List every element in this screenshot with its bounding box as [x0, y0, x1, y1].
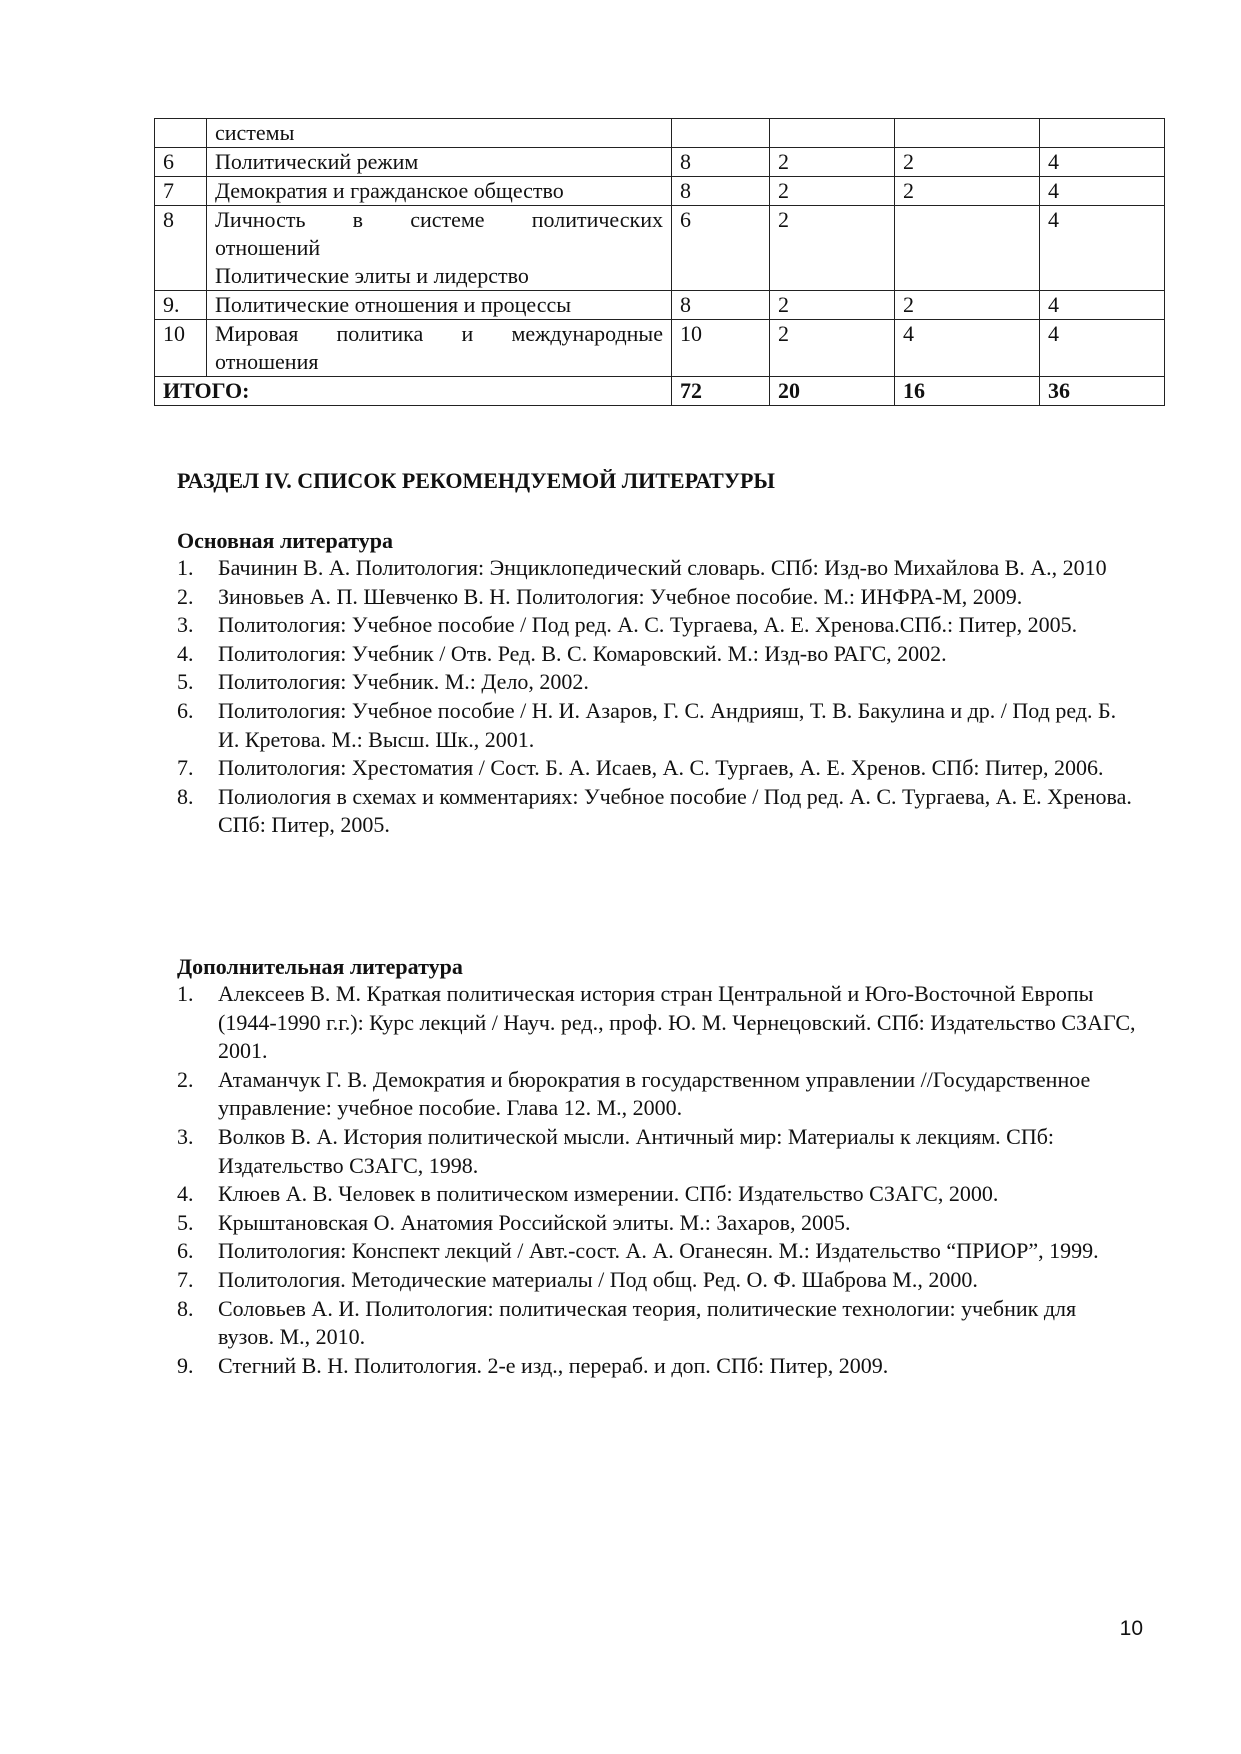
hours-lectures: 2	[770, 177, 895, 206]
list-item	[177, 1123, 1137, 1180]
item-text: Политология: Хрестоматия / Сост. Б. А. Исаев, А. С. Тургаев, А. Е. Хренов. СПб: Питер, 2006.	[218, 755, 1104, 781]
item-number: 6.	[177, 1238, 194, 1264]
list-item	[177, 554, 1137, 583]
item-text: Политология: Учебник. М.: Дело, 2002.	[218, 669, 589, 695]
hours-lectures: 2	[770, 206, 895, 291]
item-number: 9.	[177, 1352, 194, 1378]
page-number: 10	[1119, 1617, 1143, 1640]
topic-name: системы	[207, 119, 672, 148]
list-item	[177, 611, 1137, 640]
item-number: 2.	[177, 1066, 194, 1092]
list-item	[177, 583, 1137, 612]
table-row	[155, 119, 1165, 148]
hours-self-study: 4	[1040, 291, 1165, 320]
item-text: Полиология в схемах и комментариях: Учебное пособие / Под ред. А. С. Тургаева, А. Е. Хренова. СПб: Питер, 2005.	[218, 783, 1132, 838]
item-text: Соловьев А. И. Политология: политическая теория, политические технологии: учебник для вузов. М., 2010.	[218, 1295, 1077, 1350]
item-number: 4.	[177, 1181, 194, 1207]
item-text: Политология. Методические материалы / Под общ. Ред. О. Ф. Шаброва М., 2000.	[218, 1266, 978, 1292]
hours-lectures: 2	[770, 291, 895, 320]
hours-total	[672, 119, 770, 148]
item-number: 1.	[177, 555, 194, 580]
topic-name-line: отношения	[215, 349, 319, 374]
hours-seminars: 2	[895, 148, 1040, 177]
hours-lectures: 2	[770, 320, 895, 377]
item-number: 6.	[177, 697, 194, 723]
item-number: 4.	[177, 640, 194, 666]
topic-name	[207, 206, 672, 291]
topic-name-line: отношений	[215, 235, 321, 260]
list-item	[177, 754, 1137, 783]
hours-self-study	[1040, 119, 1165, 148]
item-text: Клюев А. В. Человек в политическом измерении. СПб: Издательство СЗАГС, 2000.	[218, 1181, 999, 1207]
list-item	[177, 783, 1137, 840]
hours-total: 8	[672, 148, 770, 177]
list-item	[177, 1237, 1137, 1266]
totals-self-study: 36	[1040, 377, 1165, 406]
topic-word: Мировая	[215, 321, 299, 346]
table-row	[155, 177, 1165, 206]
hours-total: 10	[672, 320, 770, 377]
item-text: Политология: Учебное пособие / Н. И. Азаров, Г. С. Андрияш, Т. В. Бакулина и др. / Под ред. Б. И. Кретова. М.: Высш. Шк., 2001.	[218, 697, 1117, 752]
main-literature-list	[177, 554, 1137, 840]
hours-self-study: 4	[1040, 177, 1165, 206]
totals-seminars: 16	[895, 377, 1040, 406]
topic-name-line	[215, 206, 663, 234]
hours-self-study: 4	[1040, 206, 1165, 291]
section-title: РАЗДЕЛ IV. СПИСОК РЕКОМЕНДУЕМОЙ ЛИТЕРАТУРЫ	[177, 468, 776, 493]
item-number: 2.	[177, 583, 194, 609]
hours-seminars: 2	[895, 177, 1040, 206]
item-number: 7.	[177, 755, 194, 781]
item-number: 5.	[177, 1209, 194, 1235]
extra-literature-heading: Дополнительная литература	[177, 954, 463, 979]
row-number: 9.	[155, 291, 207, 320]
totals-total: 72	[672, 377, 770, 406]
topic-name-line	[215, 320, 663, 348]
item-number: 5.	[177, 669, 194, 695]
extra-literature-list	[177, 980, 1137, 1380]
list-item	[177, 980, 1137, 1066]
list-item	[177, 1209, 1137, 1238]
item-text: Крыштановская О. Анатомия Российской элиты. М.: Захаров, 2005.	[218, 1209, 851, 1235]
item-text: Политология: Учебное пособие / Под ред. А. С. Тургаева, А. Е. Хренова.СПб.: Питер, 2005.	[218, 612, 1078, 638]
row-number	[155, 119, 207, 148]
item-text: Политология: Конспект лекций / Авт.-сост. А. А. Оганесян. М.: Издательство “ПРИОР”, 1999.	[218, 1238, 1099, 1264]
hours-seminars	[895, 119, 1040, 148]
topic-name-line: Политические элиты и лидерство	[215, 263, 529, 288]
totals-row	[155, 377, 1165, 406]
topic-word: системе	[410, 207, 485, 232]
list-item	[177, 1266, 1137, 1295]
topic-name	[207, 320, 672, 377]
item-number: 1.	[177, 981, 194, 1006]
item-number: 3.	[177, 612, 194, 638]
list-item	[177, 1295, 1137, 1352]
totals-label: ИТОГО:	[155, 377, 672, 406]
hours-table	[154, 118, 1165, 406]
table-row	[155, 320, 1165, 377]
hours-self-study: 4	[1040, 320, 1165, 377]
item-number: 8.	[177, 783, 194, 809]
topic-name: Политический режим	[207, 148, 672, 177]
list-item	[177, 668, 1137, 697]
row-number: 10	[155, 320, 207, 377]
table-row	[155, 148, 1165, 177]
item-number: 7.	[177, 1266, 194, 1292]
list-item	[177, 1352, 1137, 1381]
hours-seminars: 2	[895, 291, 1040, 320]
item-number: 3.	[177, 1123, 194, 1149]
row-number: 6	[155, 148, 207, 177]
hours-total: 8	[672, 177, 770, 206]
item-number: 8.	[177, 1295, 194, 1321]
list-item	[177, 1066, 1137, 1123]
item-text: Волков В. А. История политической мысли. Античный мир: Материалы к лекциям. СПб: Издательство СЗАГС, 1998.	[218, 1123, 1055, 1178]
item-text: Политология: Учебник / Отв. Ред. В. С. Комаровский. М.: Изд-во РАГС, 2002.	[218, 640, 947, 666]
table-row	[155, 291, 1165, 320]
topic-word: политика	[336, 321, 424, 346]
hours-seminars: 4	[895, 320, 1040, 377]
item-text: Бачинин В. А. Политология: Энциклопедический словарь. СПб: Изд-во Михайлова В. А., 2010	[218, 555, 1107, 580]
hours-lectures: 2	[770, 148, 895, 177]
topic-word: в	[352, 207, 364, 232]
row-number: 7	[155, 177, 207, 206]
hours-lectures	[770, 119, 895, 148]
hours-total: 8	[672, 291, 770, 320]
list-item	[177, 640, 1137, 669]
hours-total: 6	[672, 206, 770, 291]
hours-self-study: 4	[1040, 148, 1165, 177]
topic-word: политических	[531, 207, 663, 232]
item-text: Стегний В. Н. Политология. 2-е изд., перераб. и доп. СПб: Питер, 2009.	[218, 1352, 889, 1378]
main-literature-heading: Основная литература	[177, 528, 393, 553]
topic-word: международные	[511, 321, 663, 346]
table-row	[155, 206, 1165, 291]
topic-word: и	[461, 321, 474, 346]
topic-name: Демократия и гражданское общество	[207, 177, 672, 206]
item-text: Атаманчук Г. В. Демократия и бюрократия в государственном управлении //Государственное управление: учебное пособие. Глава 12. М., 2000.	[218, 1066, 1091, 1121]
item-text: Алексеев В. М. Краткая политическая история стран Центральной и Юго-Восточной Европы (1944-1990 г.г.): Курс лекций / Науч. ред., проф. Ю. М. Чернецовский. СПб: Издательство СЗАГС, 2001.	[218, 981, 1136, 1064]
list-item	[177, 1180, 1137, 1209]
list-item	[177, 697, 1137, 754]
topic-name: Политические отношения и процессы	[207, 291, 672, 320]
hours-seminars	[895, 206, 1040, 291]
item-text: Зиновьев А. П. Шевченко В. Н. Политология: Учебное пособие. М.: ИНФРА-М, 2009.	[218, 583, 1023, 609]
topic-word: Личность	[215, 207, 306, 232]
row-number: 8	[155, 206, 207, 291]
totals-lectures: 20	[770, 377, 895, 406]
